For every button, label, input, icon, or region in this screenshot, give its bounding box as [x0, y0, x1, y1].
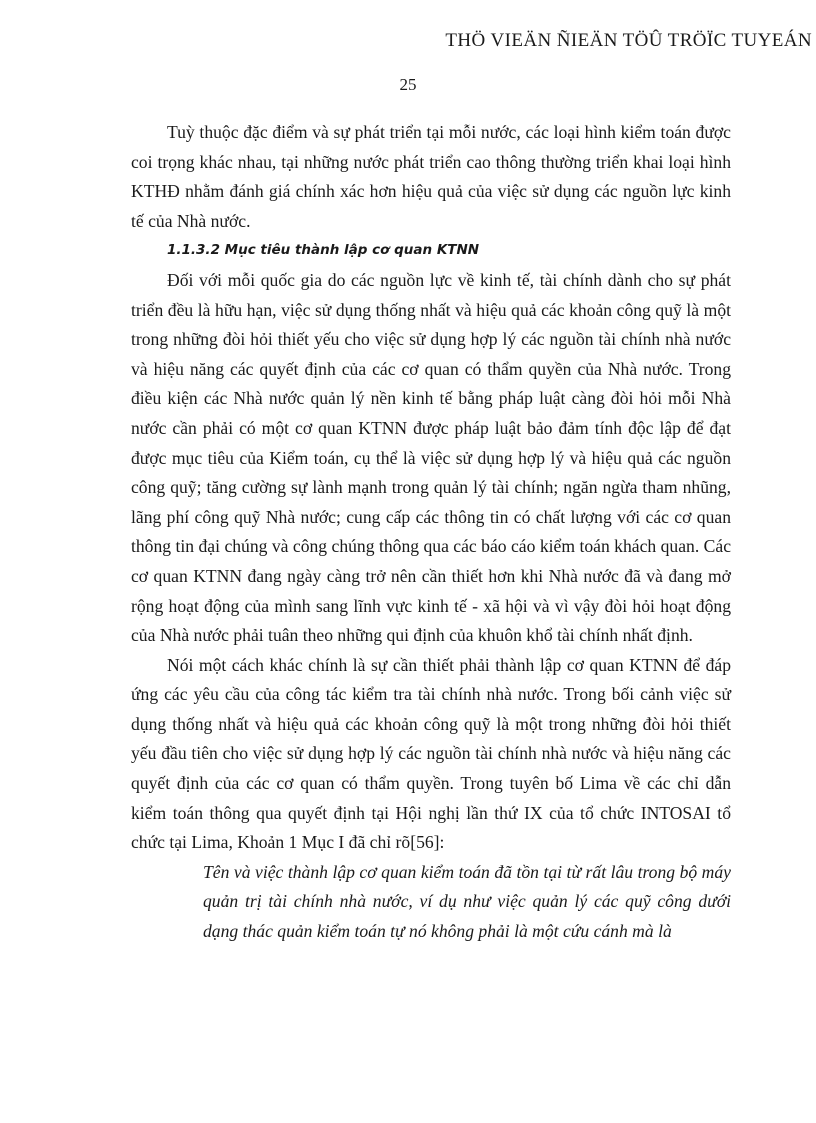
library-header: THÖ VIEÄN ÑIEÄN TÖÛ TRÖÏC TUYEÁN — [445, 30, 812, 51]
lima-quote: Tên và việc thành lập cơ quan kiểm toán đã tồn tại từ rất lâu trong bộ máy quản trị tài chính nhà nước, ví dụ như việc quản lý các quỹ công dưới dạng thác quản kiểm toán tự nó không phải là một cứu cánh mà là — [203, 861, 731, 942]
paragraph-2: Đối với mỗi quốc gia do các nguồn lực về kinh tế, tài chính dành cho sự phát triển đều là hữu hạn, việc sử dụng thống nhất và hiệu quả các khoản công quỹ là một trong những đòi hỏi thiết yếu cho việc sử dụng hợp lý các nguồn tài chính nhà nước và hiệu năng các quyết định của các cơ quan có thẩm quyền của Nhà nước. Trong điều kiện các Nhà nước quản lý nền kinh tế bằng pháp luật càng đòi hỏi mỗi Nhà nước cần phải có một cơ quan KTNN được pháp luật bảo đảm tính độc lập để đạt được mục tiêu của Kiểm toán, cụ thể là việc sử dụng hợp lý và hiệu quả các nguồn công quỹ; tăng cường sự lành mạnh trong quản lý tài chính; ngăn ngừa tham nhũng, lãng phí công quỹ Nhà nước; cung cấp các thông tin có chất lượng với các cơ quan thông tin đại chúng và công chúng thông qua các báo cáo kiểm toán khách quan. Các cơ quan KTNN đang ngày càng trở nên cần thiết hơn khi Nhà nước đã và đang mở rộng hoạt động của mình sang lĩnh vực kinh tế - xã hội và vì vậy đòi hỏi hoạt động của Nhà nước phải tuân theo những qui định của khuôn khổ tài chính nhất định. — [131, 269, 731, 646]
paragraph-1: Tuỳ thuộc đặc điểm và sự phát triển tại mỗi nước, các loại hình kiểm toán được coi trọng khác nhau, tại những nước phát triển cao thông thường triển khai loại hình KTHĐ nhằm đánh giá chính xác hơn hiệu quả của việc sử dụng các nguồn lực kinh tế của Nhà nước. — [131, 122, 731, 231]
document-body — [131, 118, 731, 947]
section-heading: 1.1.3.2 Mục tiêu thành lập cơ quan KTNN — [167, 242, 480, 259]
paragraph-3: Nói một cách khác chính là sự cần thiết phải thành lập cơ quan KTNN để đáp ứng các yêu cầu của công tác kiểm tra tài chính nhà nước. Trong bối cảnh việc sử dụng thống nhất và hiệu quả các khoản công quỹ là một trong những đòi hỏi thiết yếu đầu tiên cho việc sử dụng hợp lý các nguồn tài chính nhà nước và hiệu năng các quyết định của các cơ quan có thẩm quyền. Trong tuyên bố Lima về các chỉ dẫn kiểm toán thông qua quyết định tại Hội nghị lần thứ IX của tổ chức INTOSAI tổ chức tại Lima, Khoản 1 Mục I đã chỉ rõ[56]: — [131, 654, 731, 853]
page-number: 25 — [399, 75, 417, 94]
